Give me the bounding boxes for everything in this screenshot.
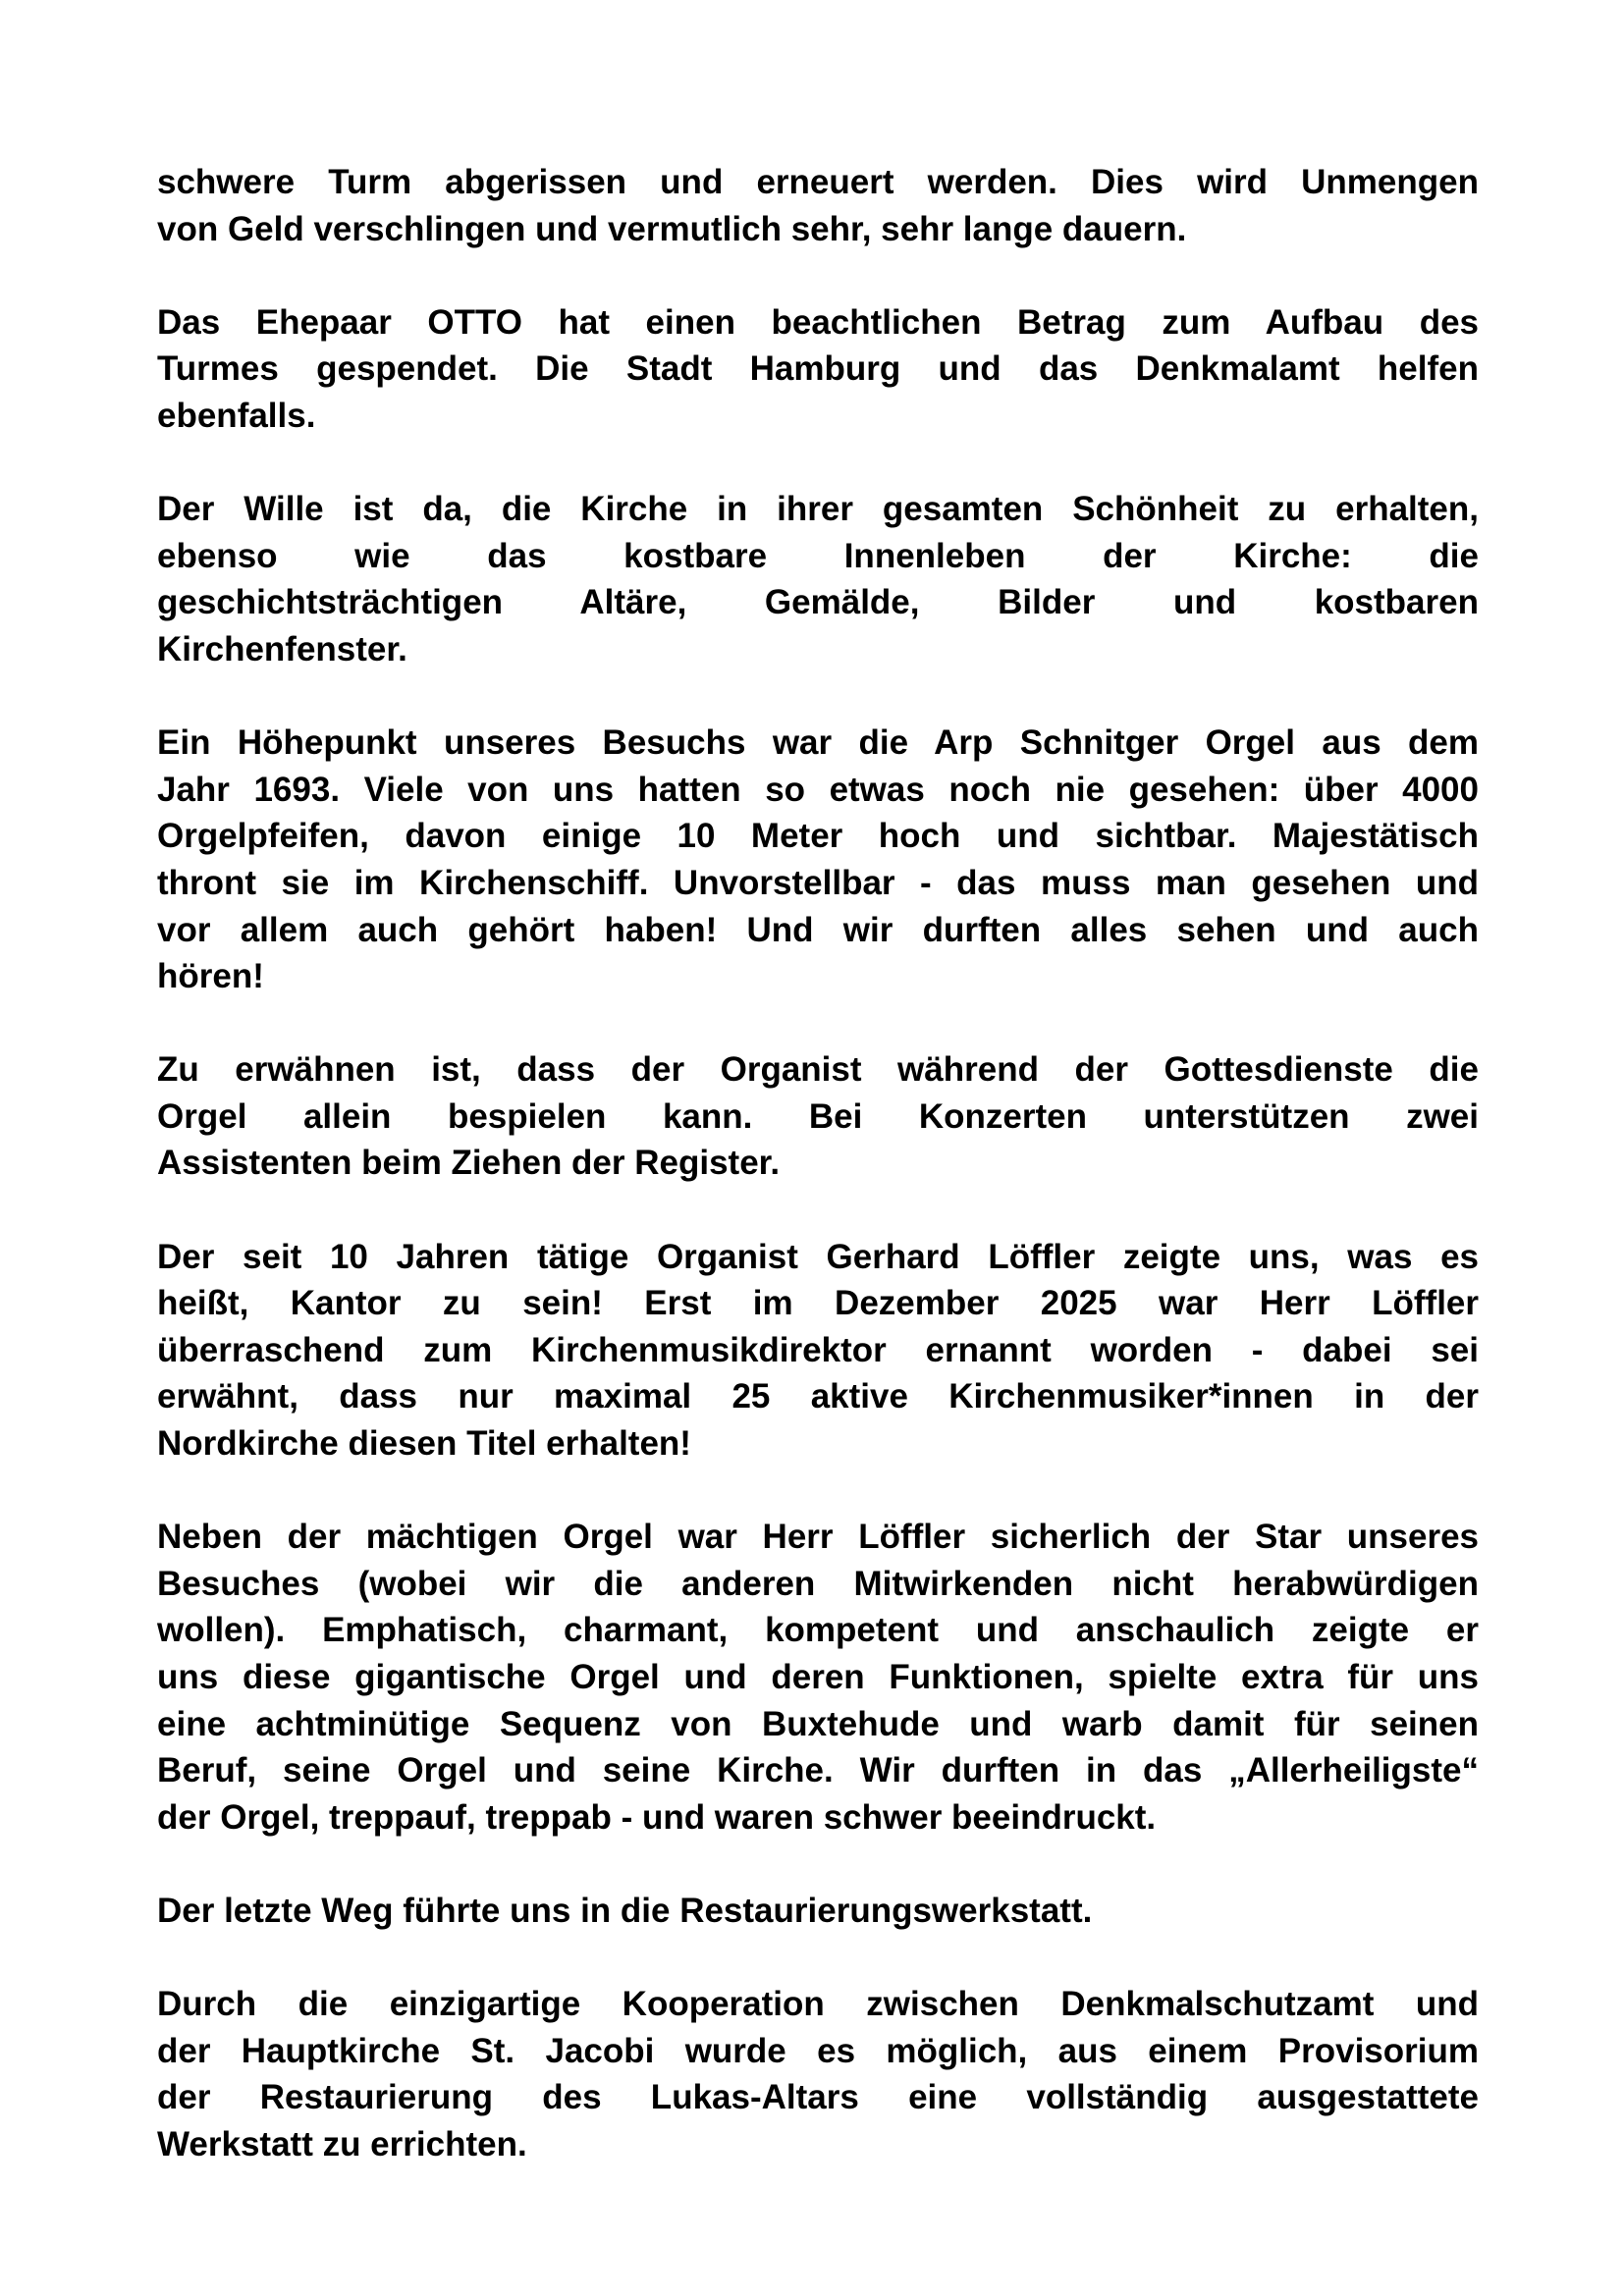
- paragraph-organ-highlight: [157, 720, 1479, 1000]
- text-line: Der letzte Weg führte uns in die Restaurierungswerkstatt.: [157, 1891, 1093, 1930]
- paragraph-tower-renovation: [157, 159, 1479, 252]
- paragraph-visit-star: [157, 1514, 1479, 1841]
- text-line: ebenfalls.: [157, 396, 316, 435]
- text-line: Das Ehepaar OTTO hat einen beachtlichen Betrag zum Aufbau des: [157, 302, 1479, 342]
- paragraph-donation: [157, 299, 1479, 440]
- text-line: heißt, Kantor zu sein! Erst im Dezember 2025 war Herr Löffler: [157, 1284, 1479, 1323]
- text-line: Orgelpfeifen, davon einige 10 Meter hoch und sichtbar. Majestätisch: [157, 817, 1479, 856]
- text-line: Der Wille ist da, die Kirche in ihrer gesamten Schönheit zu erhalten,: [157, 490, 1479, 529]
- text-line: Kirchenfenster.: [157, 629, 407, 668]
- text-line: Orgel allein bespielen kann. Bei Konzerten unterstützen zwei: [157, 1096, 1479, 1136]
- text-line: geschichtsträchtigen Altäre, Gemälde, Bilder und kostbaren: [157, 583, 1479, 622]
- text-line: Durch die einzigartige Kooperation zwischen Denkmalschutzamt und: [157, 1985, 1479, 2024]
- text-line: Jahr 1693. Viele von uns hatten so etwas noch nie gesehen: über 4000: [157, 770, 1479, 809]
- text-line: schwere Turm abgerissen und erneuert werden. Dies wird Unmengen: [157, 163, 1479, 201]
- text-line: eine achtminütige Sequenz von Buxtehude und warb damit für seinen: [157, 1704, 1479, 1743]
- document-page: [157, 159, 1479, 2215]
- text-line: Zu erwähnen ist, dass der Organist während der Gottesdienste die: [157, 1050, 1479, 1090]
- text-line: Nordkirche diesen Titel erhalten!: [157, 1424, 691, 1464]
- text-line: Besuches (wobei wir die anderen Mitwirkenden nicht herabwürdigen: [157, 1564, 1479, 1603]
- text-line: uns diese gigantische Orgel und deren Funktionen, spielte extra für uns: [157, 1658, 1479, 1696]
- paragraph-organist-services: [157, 1046, 1479, 1187]
- text-line: ebenso wie das kostbare Innenleben der Kirche: die: [157, 536, 1479, 575]
- text-line: Ein Höhepunkt unseres Besuchs war die Arp Schnitger Orgel aus dem: [157, 723, 1479, 763]
- text-line: Beruf, seine Orgel und seine Kirche. Wir durften in das „Allerheiligste“: [157, 1751, 1479, 1790]
- text-line: erwähnt, dass nur maximal 25 aktive Kirchenmusiker*innen in der: [157, 1377, 1479, 1416]
- text-line: hören!: [157, 957, 264, 996]
- text-line: thront sie im Kirchenschiff. Unvorstellbar - das muss man gesehen und: [157, 863, 1479, 902]
- text-line: der Hauptkirche St. Jacobi wurde es möglich, aus einem Provisorium: [157, 2031, 1479, 2070]
- text-line: von Geld verschlingen und vermutlich sehr, sehr lange dauern.: [157, 209, 1187, 248]
- text-line: der Restaurierung des Lukas-Altars eine vollständig ausgestattete: [157, 2078, 1479, 2117]
- text-line: überraschend zum Kirchenmusikdirektor ernannt worden - dabei sei: [157, 1330, 1479, 1369]
- text-line: Turmes gespendet. Die Stadt Hamburg und das Denkmalamt helfen: [157, 349, 1479, 389]
- paragraph-organist-loeffler: [157, 1234, 1479, 1468]
- paragraph-restoration-workshop: [157, 1888, 1479, 1935]
- text-line: der Orgel, treppauf, treppab - und waren schwer beeindruckt.: [157, 1797, 1157, 1837]
- text-line: Werkstatt zu errichten.: [157, 2124, 527, 2163]
- text-line: wollen). Emphatisch, charmant, kompetent und anschaulich zeigte er: [157, 1611, 1479, 1650]
- text-line: Der seit 10 Jahren tätige Organist Gerhard Löffler zeigte uns, was es: [157, 1237, 1479, 1276]
- text-line: Assistenten beim Ziehen der Register.: [157, 1144, 781, 1183]
- paragraph-cooperation: [157, 1981, 1479, 2167]
- text-line: vor allem auch gehört haben! Und wir durften alles sehen und auch: [157, 910, 1479, 949]
- paragraph-preservation: [157, 486, 1479, 672]
- text-line: Neben der mächtigen Orgel war Herr Löffler sicherlich der Star unseres: [157, 1518, 1479, 1557]
